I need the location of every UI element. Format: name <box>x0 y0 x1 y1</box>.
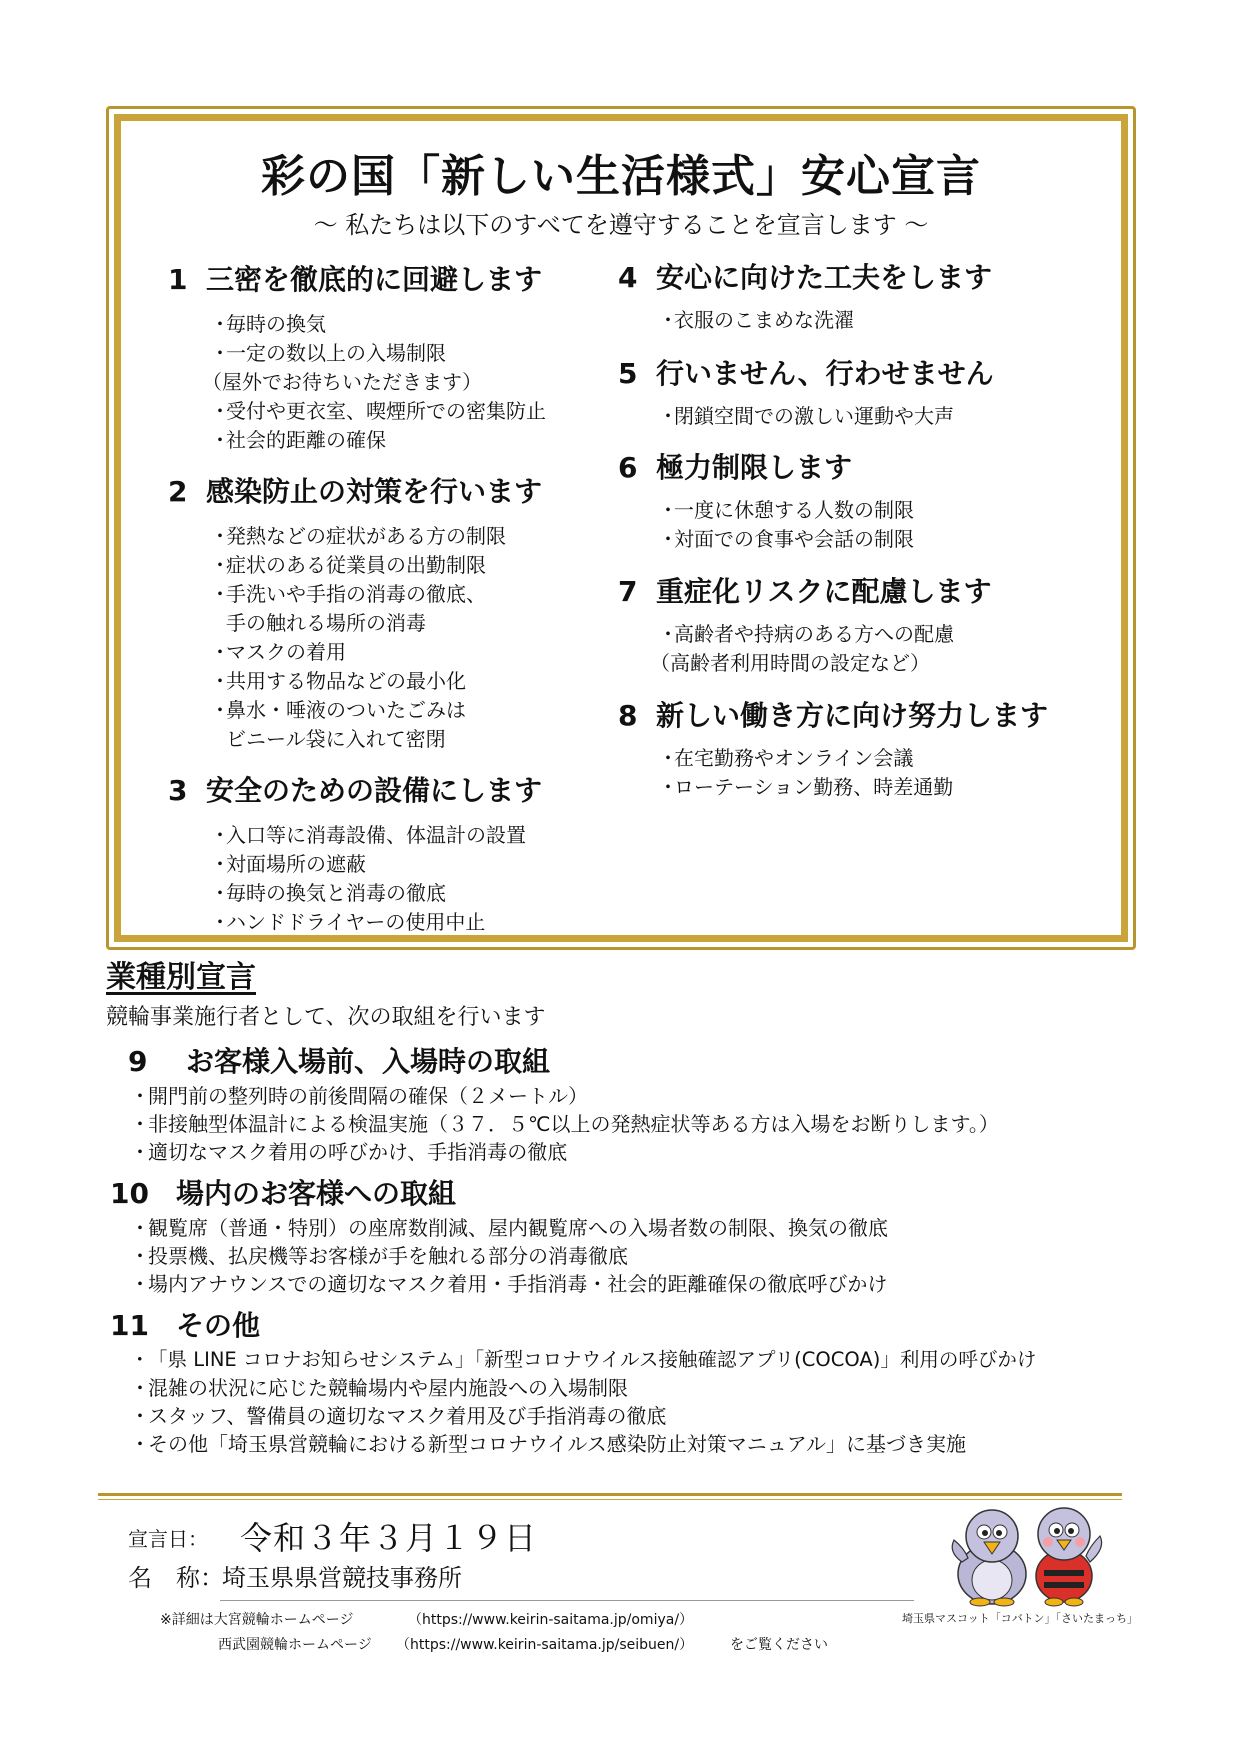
list-item: ・発熱などの症状がある方の制限 <box>210 524 506 548</box>
list-item: （高齢者利用時間の設定など） <box>650 651 930 675</box>
list-item: 手の触れる場所の消毒 <box>226 611 426 635</box>
industry-section-10 <box>110 1172 888 1298</box>
declaration-section-7 <box>618 570 991 678</box>
list-item: ・一定の数以上の入場制限 <box>210 341 446 365</box>
list-item: ・衣服のこまめな洗濯 <box>658 308 854 332</box>
bullet-list <box>130 1214 888 1298</box>
section-heading: 1 三密を徹底的に回避します <box>168 263 543 296</box>
declaration-date: 令和３年３月１９日 <box>240 1519 538 1557</box>
note-seibuen-suffix: をご覧ください <box>730 1637 828 1653</box>
declaration-section-4 <box>618 256 992 335</box>
section-heading: 11 その他 <box>110 1309 261 1342</box>
declaration-date-label: 宣言日： <box>128 1527 208 1551</box>
declaration-section-8 <box>618 694 1048 802</box>
list-item: ・観覧席（普通・特別）の座席数削減、屋内観覧席への入場者数の制限、換気の徹底 <box>130 1216 888 1240</box>
list-item: ・マスクの着用 <box>210 640 346 664</box>
list-item: ・毎時の換気と消毒の徹底 <box>210 881 446 905</box>
section-heading: 4 安心に向けた工夫をします <box>618 261 993 294</box>
section-heading: 3 安全のための設備にします <box>168 774 543 807</box>
list-item: ・在宅勤務やオンライン会議 <box>658 746 914 770</box>
section-heading: 9 お客様入場前、入場時の取組 <box>128 1045 551 1078</box>
bullet-list <box>658 744 1048 802</box>
list-item: ・混雑の状況に応じた競輪場内や屋内施設への入場制限 <box>130 1376 628 1400</box>
section-heading: 5 行いません、行わせません <box>618 357 994 390</box>
section-heading: 7 重症化リスクに配慮します <box>618 575 992 608</box>
section-heading: 10 場内のお客様への取組 <box>110 1177 457 1210</box>
note-omiya-prefix: ※詳細は大宮競輪ホームページ <box>160 1612 354 1628</box>
list-item: ・鼻水・唾液のついたごみは <box>210 698 466 722</box>
bullet-list <box>650 620 991 678</box>
section-heading: 8 新しい働き方に向け努力します <box>618 699 1049 732</box>
bullet-list <box>658 402 994 431</box>
list-item: ・非接触型体温計による検温実施（３７．５℃以上の発熱症状等ある方は入場をお断りします。） <box>130 1112 999 1136</box>
list-item: ビニール袋に入れて密閉 <box>226 727 446 751</box>
note-omiya-url[interactable]: （https://www.keirin-saitama.jp/omiya/） <box>408 1612 694 1628</box>
list-item: ・高齢者や持病のある方への配慮 <box>658 622 954 646</box>
note-seibuen-prefix: 西武園競輪ホームページ <box>218 1637 372 1653</box>
bullet-list <box>202 310 546 455</box>
list-item: ・一度に休憩する人数の制限 <box>658 498 914 522</box>
list-item: ・「県 LINE コロナお知らせシステム」「新型コロナウイルス接触確認アプリ(COCOA)」利用の呼びかけ <box>130 1348 1037 1371</box>
bullet-list <box>658 496 914 554</box>
section-heading: 6 極力制限します <box>618 451 853 484</box>
industry-section-11 <box>110 1304 1036 1458</box>
list-item: ・適切なマスク着用の呼びかけ、手指消毒の徹底 <box>130 1140 568 1164</box>
mascot-illustration <box>940 1496 1116 1608</box>
industry-section-9 <box>112 1040 999 1166</box>
bullet-list <box>130 1082 999 1166</box>
list-item: ・スタッフ、警備員の適切なマスク着用及び手指消毒の徹底 <box>130 1404 667 1428</box>
declaration-title: 彩の国「新しい生活様式」安心宣言 <box>261 151 981 202</box>
list-item: ・投票機、払戻機等お客様が手を触れる部分の消毒徹底 <box>130 1244 628 1268</box>
list-item: ・その他「埼玉県営競輪における新型コロナウイルス感染防止対策マニュアル」に基づき実施 <box>130 1432 966 1456</box>
note-seibuen-url[interactable]: （https://www.keirin-saitama.jp/seibuen/） <box>396 1637 694 1653</box>
list-item: ・症状のある従業員の出勤制限 <box>210 553 486 577</box>
declaration-section-5 <box>618 352 994 431</box>
list-item: ・閉鎖空間での激しい運動や大声 <box>658 404 954 428</box>
list-item: （屋外でお待ちいただきます） <box>202 370 482 394</box>
organization-name-label: 名 称： <box>128 1564 224 1592</box>
list-item: ・ハンドドライヤーの使用中止 <box>210 910 486 934</box>
list-item: ・場内アナウンスでの適切なマスク着用・手指消毒・社会的距離確保の徹底呼びかけ <box>130 1272 888 1296</box>
mascot-caption: 埼玉県マスコット「コバトン」「さいたまっち」 <box>902 1612 1139 1625</box>
kobaton-mascot-icon <box>952 1510 1026 1606</box>
list-item: ・手洗いや手指の消毒の徹底、 <box>210 582 486 606</box>
footer-underline <box>220 1600 914 1601</box>
list-item: ・ローテーション勤務、時差通勤 <box>658 775 954 799</box>
saitamacchi-mascot-icon <box>1036 1508 1102 1606</box>
list-item: ・毎時の換気 <box>210 312 326 336</box>
list-item: ・入口等に消毒設備、体温計の設置 <box>210 823 526 847</box>
industry-title: 業種別宣言 <box>106 960 256 995</box>
industry-subtitle: 競輪事業施行者として、次の取組を行います <box>106 1005 546 1030</box>
list-item: ・受付や更衣室、喫煙所での密集防止 <box>210 399 546 423</box>
section-heading: 2 感染防止の対策を行います <box>168 475 543 508</box>
list-item: ・対面場所の遮蔽 <box>210 852 366 876</box>
bullet-list <box>210 821 542 937</box>
organization-name: 埼玉県県営競技事務所 <box>222 1564 462 1592</box>
declaration-section-1 <box>168 258 546 455</box>
bullet-list <box>130 1346 1036 1458</box>
bullet-list <box>210 522 542 754</box>
declaration-subtitle: ～ 私たちは以下のすべてを遵守することを宣言します ～ <box>313 211 929 239</box>
bullet-list <box>658 306 992 335</box>
list-item: ・開門前の整列時の前後間隔の確保（２メートル） <box>130 1084 588 1108</box>
list-item: ・社会的距離の確保 <box>210 428 386 452</box>
declaration-section-2 <box>168 470 542 754</box>
list-item: ・共用する物品などの最小化 <box>210 669 466 693</box>
list-item: ・対面での食事や会話の制限 <box>658 527 914 551</box>
declaration-section-6 <box>618 446 914 554</box>
declaration-section-3 <box>168 769 542 937</box>
